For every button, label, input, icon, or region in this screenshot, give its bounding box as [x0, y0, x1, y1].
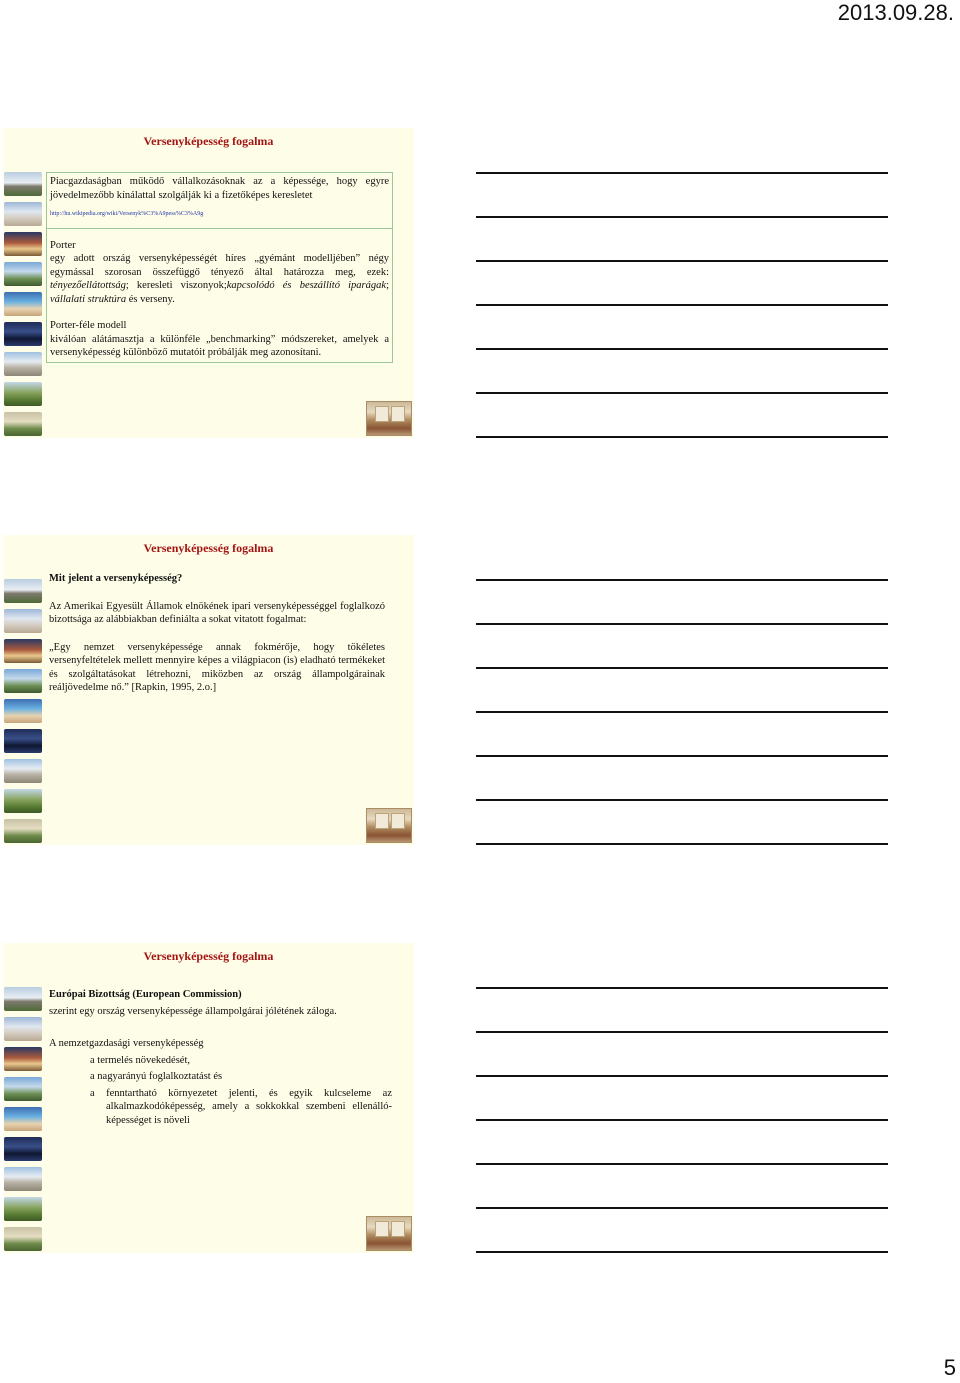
note-line: [476, 1251, 888, 1253]
porter-italic: vállalati struktúra: [50, 293, 127, 305]
thumbnail-image: [4, 759, 42, 783]
porter-text: ;: [386, 280, 389, 291]
slide-title: Versenyképesség fogalma: [143, 134, 274, 148]
slide-title: Versenyképesség fogalma: [143, 541, 274, 555]
porter-paragraph: [50, 252, 389, 306]
slide-2-text: [46, 572, 385, 695]
list-item: a nagyarányú foglalkoztatást és: [90, 1071, 223, 1082]
definition-quote: „Egy nemzet versenyképessége annak fokmérője, hogy tökéletes versenyfeltételek mellett mennyire képes a világpiacon (is) eladható termékeket és szolgáltatásokat létrehozni, miközben az ország állampolgárainak reáljövedelme nő.” [Rapkin, 1995, 2.o.]: [49, 641, 385, 693]
note-line: [476, 1207, 888, 1209]
thumbnail-image: [4, 819, 42, 843]
thumbnail-image: [4, 1077, 42, 1101]
note-line: [476, 843, 888, 845]
question-heading: [49, 572, 385, 586]
note-line: [476, 392, 888, 394]
slide-3: [3, 943, 414, 1253]
note-line: [476, 755, 888, 757]
note-line: [476, 1163, 888, 1165]
corner-room-image: [366, 808, 412, 843]
porter-text: és verseny.: [126, 293, 175, 305]
thumbnail-image: [4, 1197, 42, 1221]
thumbnail-image: [4, 1017, 42, 1041]
list-item: a termelés növekedését,: [90, 1054, 190, 1066]
note-line: [476, 260, 888, 262]
thumbnail-image: [4, 699, 42, 723]
thumbnail-image: [4, 232, 42, 256]
note-line: [476, 623, 888, 625]
porter-italic: kapcsolódó és beszállító iparágak: [226, 280, 387, 291]
note-line: [476, 667, 888, 669]
thumbnail-image: [4, 639, 42, 663]
thumbnail-image: [4, 1137, 42, 1161]
slide-3-paragraph: szerint egy ország versenyképessége állampolgárai jólétének záloga.: [49, 1005, 337, 1017]
intro-line: A nemzetgazdasági versenyképesség: [49, 1038, 204, 1049]
model-label: Porter-féle modell: [50, 320, 127, 331]
note-line: [476, 799, 888, 801]
thumbnail-image: [4, 352, 42, 376]
header-date: 2013.09.28.: [837, 0, 954, 25]
commission-heading-text: Európai Bizottság (European Commission): [49, 989, 242, 1000]
porter-text: egy adott ország versenyképességét híres „gyémánt modelljében” négy egymással szorosan összefüggő tényező által határozza meg, ezek:: [50, 253, 389, 278]
note-line: [476, 216, 888, 218]
thumbnail-image: [4, 1107, 42, 1131]
thumbnail-image: [4, 202, 42, 226]
thumbnail-strip: [3, 168, 43, 438]
thumbnail-strip: [3, 983, 43, 1253]
slide-1-text-box: [46, 172, 393, 363]
commission-heading: [49, 988, 392, 1002]
thumbnail-image: [4, 412, 42, 436]
thumbnail-image: [4, 1047, 42, 1071]
corner-room-image: [366, 1216, 412, 1251]
note-line: [476, 436, 888, 438]
thumbnail-image: [4, 322, 42, 346]
wikipedia-link[interactable]: http://hu.wikipedia.org/wiki/Versenyk%C3%A9pess%C3%A9g: [50, 211, 204, 217]
thumbnail-strip: [3, 575, 43, 845]
porter-text: ; keresleti viszonyok;: [125, 280, 227, 291]
slide-3-text: [46, 988, 392, 1127]
list-item: a fenntartható környezetet jelenti, és egyik kulcseleme az alkalmazkodóképesség, amely a sokkokkal szembeni ellenálló-képességet is növeli: [90, 1087, 392, 1126]
thumbnail-image: [4, 262, 42, 286]
thumbnail-image: [4, 1167, 42, 1191]
note-line: [476, 1119, 888, 1121]
slide-1: [3, 128, 414, 438]
slide-title: Versenyképesség fogalma: [143, 949, 274, 963]
thumbnail-image: [4, 789, 42, 813]
thumbnail-image: [4, 609, 42, 633]
slide-2-paragraph: Az Amerikai Egyesült Államok elnökének ipari versenyképességgel foglalkozó bizottsága az alábbiakban definiálta a sokat vitatott fogalmat:: [49, 600, 385, 625]
slide-2: [3, 535, 414, 845]
thumbnail-image: [4, 1227, 42, 1251]
slide-1-paragraph: Piacgazdaságban működő vállalkozásoknak az a képessége, hogy egyre jövedelmezőbb kínálattal szolgálják ki a fizetőképes keresletet: [50, 176, 389, 201]
porter-italic: tényezőellátottság: [50, 280, 126, 291]
note-line: [476, 172, 888, 174]
thumbnail-image: [4, 579, 42, 603]
thumbnail-image: [4, 669, 42, 693]
thumbnail-image: [4, 172, 42, 196]
note-line: [476, 348, 888, 350]
porter-label: Porter: [50, 239, 76, 251]
thumbnail-image: [4, 729, 42, 753]
page-number: 5: [943, 1355, 956, 1380]
note-line: [476, 987, 888, 989]
thumbnail-image: [4, 292, 42, 316]
question-text: Mit jelent a versenyképesség?: [49, 573, 183, 584]
corner-room-image: [366, 401, 412, 436]
note-line: [476, 1075, 888, 1077]
note-line: [476, 711, 888, 713]
model-paragraph: kiválóan alátámasztja a különféle „benchmarking” módszereket, amelyek a versenyképesség különböző mutatóit próbálják meg azonosítani.: [50, 333, 389, 358]
note-line: [476, 579, 888, 581]
thumbnail-image: [4, 987, 42, 1011]
note-line: [476, 1031, 888, 1033]
note-line: [476, 304, 888, 306]
thumbnail-image: [4, 382, 42, 406]
